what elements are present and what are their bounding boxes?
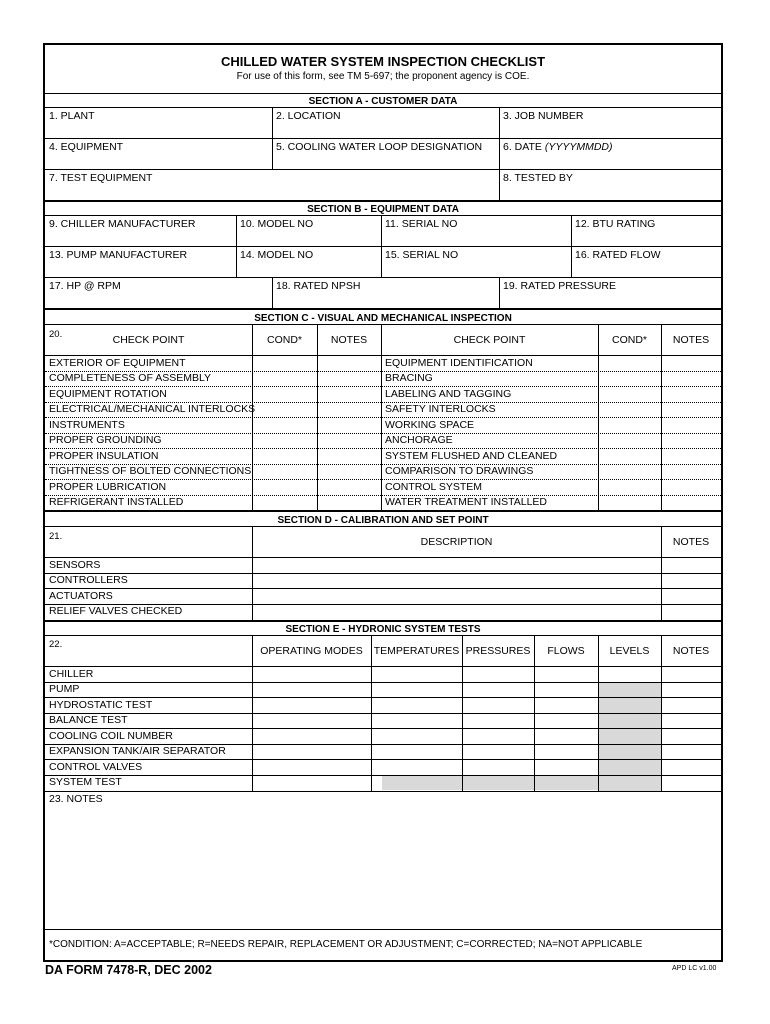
check-point-item: PROPER INSULATION	[49, 449, 159, 462]
flows-header: FLOWS	[547, 645, 585, 657]
calibration-item: SENSORS	[49, 558, 101, 571]
model-no-field[interactable]: 10. MODEL NO	[240, 218, 314, 230]
hydronic-test-item: BALANCE TEST	[49, 714, 128, 726]
section-b-heading: SECTION B - EQUIPMENT DATA	[307, 204, 459, 215]
check-point-item: EQUIPMENT IDENTIFICATION	[385, 356, 533, 369]
temperatures-header: TEMPERATURES	[373, 645, 460, 657]
item-number: 21.	[49, 531, 63, 542]
hydronic-test-item: SYSTEM TEST	[49, 776, 122, 788]
check-point-item: COMPARISON TO DRAWINGS	[385, 465, 534, 477]
check-point-item: LABELING AND TAGGING	[385, 387, 512, 400]
row-divider	[45, 417, 721, 418]
hydronic-test-item: COOLING COIL NUMBER	[49, 729, 173, 742]
rated-npsh-field[interactable]: 18. RATED NPSH	[276, 280, 361, 292]
calibration-item: ACTUATORS	[49, 589, 113, 602]
divider	[45, 200, 721, 202]
divider	[45, 526, 721, 527]
hydronic-test-item: EXPANSION TANK/AIR SEPARATOR	[49, 745, 226, 757]
row-divider	[45, 588, 721, 589]
check-point-item: ELECTRICAL/MECHANICAL INTERLOCKS	[49, 403, 256, 415]
divider	[45, 666, 721, 667]
divider	[45, 215, 721, 216]
form-version: APD LC v1.00	[672, 965, 717, 972]
divider	[45, 308, 721, 310]
item-number: 20.	[49, 329, 63, 340]
check-point-item: INSTRUMENTS	[49, 418, 125, 431]
calibration-item: RELIEF VALVES CHECKED	[49, 605, 183, 617]
notes-field[interactable]: 23. NOTES	[49, 793, 103, 805]
divider	[499, 277, 500, 308]
date-field[interactable]	[503, 141, 613, 154]
loop-designation-field[interactable]: 5. COOLING WATER LOOP DESIGNATION	[276, 141, 483, 153]
check-point-item: CONTROL SYSTEM	[385, 480, 483, 493]
form-id: DA FORM 7478-R, DEC 2002	[45, 963, 212, 977]
row-divider	[45, 713, 721, 714]
section-a-heading: SECTION A - CUSTOMER DATA	[308, 96, 458, 107]
job-number-field[interactable]: 3. JOB NUMBER	[503, 110, 584, 122]
check-point-item: SAFETY INTERLOCKS	[385, 403, 496, 415]
cond-header: COND*	[611, 334, 647, 346]
shaded-cell	[382, 775, 598, 790]
equipment-field[interactable]: 4. EQUIPMENT	[49, 141, 124, 153]
check-point-item: COMPLETENESS OF ASSEMBLY	[49, 372, 212, 384]
divider	[499, 107, 500, 200]
cond-header: COND*	[266, 334, 302, 346]
section-c-heading: SECTION C - VISUAL AND MECHANICAL INSPECTION	[254, 313, 512, 324]
plant-field[interactable]: 1. PLANT	[49, 110, 95, 122]
hp-rpm-field[interactable]: 17. HP @ RPM	[49, 280, 121, 292]
hydronic-test-item: CHILLER	[49, 667, 94, 680]
description-header: DESCRIPTION	[420, 536, 493, 548]
check-point-item: PROPER LUBRICATION	[49, 480, 167, 493]
hydronic-test-item: HYDROSTATIC TEST	[49, 698, 153, 711]
check-point-item: PROPER GROUNDING	[49, 434, 162, 446]
notes-header: NOTES	[672, 334, 710, 346]
date-label: 6. DATE	[503, 141, 542, 153]
divider	[45, 929, 721, 930]
inspection-form	[43, 43, 723, 962]
divider	[272, 138, 273, 169]
divider	[45, 246, 721, 247]
divider	[45, 557, 721, 558]
form-subtitle: For use of this form, see TM 5-697; the proponent agency is COE.	[236, 71, 530, 82]
rated-flow-field[interactable]: 16. RATED FLOW	[575, 249, 661, 261]
divider	[45, 635, 721, 636]
divider	[45, 510, 721, 512]
notes-header: NOTES	[672, 536, 710, 548]
divider	[45, 324, 721, 325]
condition-legend: *CONDITION: A=ACCEPTABLE; R=NEEDS REPAIR, REPLACEMENT OR ADJUSTMENT; C=CORRECTED; NA=NOT APPLICABLE	[49, 939, 643, 950]
divider	[45, 138, 721, 139]
divider	[45, 169, 721, 170]
test-equipment-field[interactable]: 7. TEST EQUIPMENT	[49, 172, 153, 184]
form-title: CHILLED WATER SYSTEM INSPECTION CHECKLIST	[220, 54, 546, 69]
chiller-manufacturer-field[interactable]: 9. CHILLER MANUFACTURER	[49, 218, 196, 230]
check-point-item: WATER TREATMENT INSTALLED	[385, 496, 547, 508]
operating-modes-header: OPERATING MODES	[260, 645, 363, 657]
section-d-heading: SECTION D - CALIBRATION AND SET POINT	[277, 515, 489, 526]
divider	[45, 93, 721, 94]
row-divider	[45, 759, 721, 760]
check-point-item: WORKING SPACE	[385, 418, 475, 431]
check-point-item: EXTERIOR OF EQUIPMENT	[49, 356, 186, 369]
btu-rating-field[interactable]: 12. BTU RATING	[575, 218, 656, 230]
divider	[45, 620, 721, 622]
divider	[272, 277, 273, 308]
divider	[272, 107, 273, 138]
check-point-header: CHECK POINT	[453, 334, 526, 346]
item-number: 22.	[49, 639, 63, 650]
check-point-item: TIGHTNESS OF BOLTED CONNECTIONS	[49, 465, 252, 477]
row-divider	[45, 682, 721, 683]
date-format: (YYYYMMDD)	[544, 141, 613, 153]
pressures-header: PRESSURES	[465, 645, 531, 657]
serial-no-field[interactable]: 11. SERIAL NO	[385, 218, 458, 230]
section-e-heading: SECTION E - HYDRONIC SYSTEM TESTS	[285, 624, 481, 635]
divider	[45, 107, 721, 108]
row-divider	[45, 573, 721, 574]
notes-header: NOTES	[672, 645, 710, 657]
check-point-item: SYSTEM FLUSHED AND CLEANED	[385, 449, 558, 462]
check-point-item: ANCHORAGE	[385, 434, 453, 446]
divider	[45, 791, 721, 792]
notes-header: NOTES	[330, 334, 368, 346]
check-point-item: EQUIPMENT ROTATION	[49, 387, 167, 400]
hydronic-test-item: PUMP	[49, 683, 80, 695]
levels-header: LEVELS	[609, 645, 650, 657]
calibration-item: CONTROLLERS	[49, 574, 128, 586]
pump-model-no-field[interactable]: 14. MODEL NO	[240, 249, 314, 261]
location-field[interactable]: 2. LOCATION	[276, 110, 341, 122]
pump-serial-no-field[interactable]: 15. SERIAL NO	[385, 249, 459, 261]
row-divider	[45, 775, 721, 776]
tested-by-field[interactable]: 8. TESTED BY	[503, 172, 573, 184]
rated-pressure-field[interactable]: 19. RATED PRESSURE	[503, 280, 617, 292]
divider	[45, 277, 721, 278]
hydronic-test-item: CONTROL VALVES	[49, 760, 143, 773]
check-point-header: CHECK POINT	[112, 334, 185, 346]
pump-manufacturer-field[interactable]: 13. PUMP MANUFACTURER	[49, 249, 188, 261]
check-point-item: REFRIGERANT INSTALLED	[49, 496, 184, 508]
check-point-item: BRACING	[385, 372, 433, 384]
